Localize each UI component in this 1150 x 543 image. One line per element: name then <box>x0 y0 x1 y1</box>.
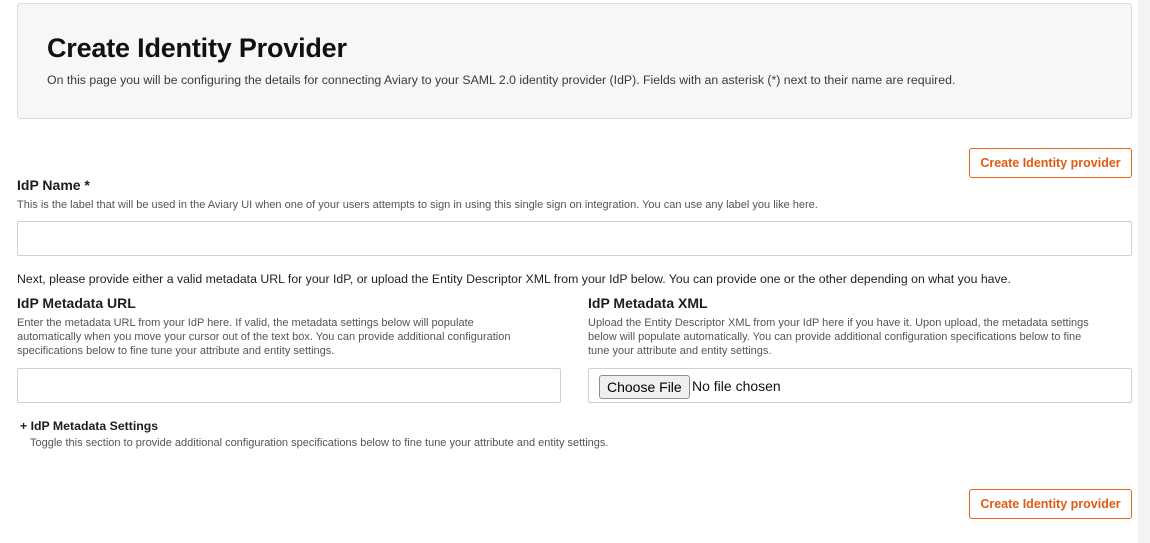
idp-metadata-xml-help <box>588 316 1089 358</box>
create-identity-provider-button-top[interactable]: Create Identity provider <box>969 148 1132 178</box>
idp-metadata-url-label: IdP Metadata URL <box>17 295 136 311</box>
page-title: Create Identity Provider <box>47 33 347 63</box>
idp-metadata-xml-file-input <box>588 368 1132 403</box>
idp-metadata-url-input[interactable] <box>17 368 561 403</box>
idp-metadata-url-help <box>17 316 510 358</box>
page-description: On this page you will be configuring the details for connecting Aviary to your SAML 2.0 identity provider (IdP). Fields with an asterisk (*) next to their name are required. <box>47 73 956 87</box>
idp-metadata-settings-toggle[interactable]: + IdP Metadata Settings <box>20 419 159 433</box>
metadata-intro-text: Next, please provide either a valid metadata URL for your IdP, or upload the Entity Descriptor XML from your IdP below. You can provide one or the other depending on what you have. <box>17 272 1011 286</box>
choose-file-button[interactable]: Choose File <box>599 375 690 399</box>
page-scrollbar-track[interactable] <box>1138 0 1150 543</box>
idp-metadata-url-help-line: specifications below to fine tune your attribute and entity settings. <box>17 345 335 357</box>
page-header-card <box>17 3 1132 119</box>
idp-metadata-settings-help: Toggle this section to provide additional configuration specifications below to fine tune your attribute and entity settings. <box>30 437 609 449</box>
idp-name-input[interactable] <box>17 221 1132 256</box>
idp-metadata-xml-help-line: Upload the Entity Descriptor XML from your IdP here if you have it. Upon upload, the metadata settings <box>588 317 1089 329</box>
idp-metadata-xml-help-line: below will populate automatically. You can provide additional configuration specifications below to fine <box>588 331 1082 343</box>
idp-metadata-xml-help-line: tune your attribute and entity settings. <box>588 345 772 357</box>
idp-metadata-url-help-line: Enter the metadata URL from your IdP here. If valid, the metadata settings below will populate <box>17 317 474 329</box>
file-status-text: No file chosen <box>692 378 781 394</box>
idp-metadata-url-help-line: automatically when you move your cursor out of the text box. You can provide additional configuration <box>17 331 511 343</box>
create-identity-provider-button-bottom[interactable]: Create Identity provider <box>969 489 1132 519</box>
idp-name-help: This is the label that will be used in the Aviary UI when one of your users attempts to sign in using this single sign on integration. You can use any label you like here. <box>17 199 818 211</box>
idp-name-label: IdP Name * <box>17 177 90 193</box>
idp-metadata-xml-label: IdP Metadata XML <box>588 295 708 311</box>
